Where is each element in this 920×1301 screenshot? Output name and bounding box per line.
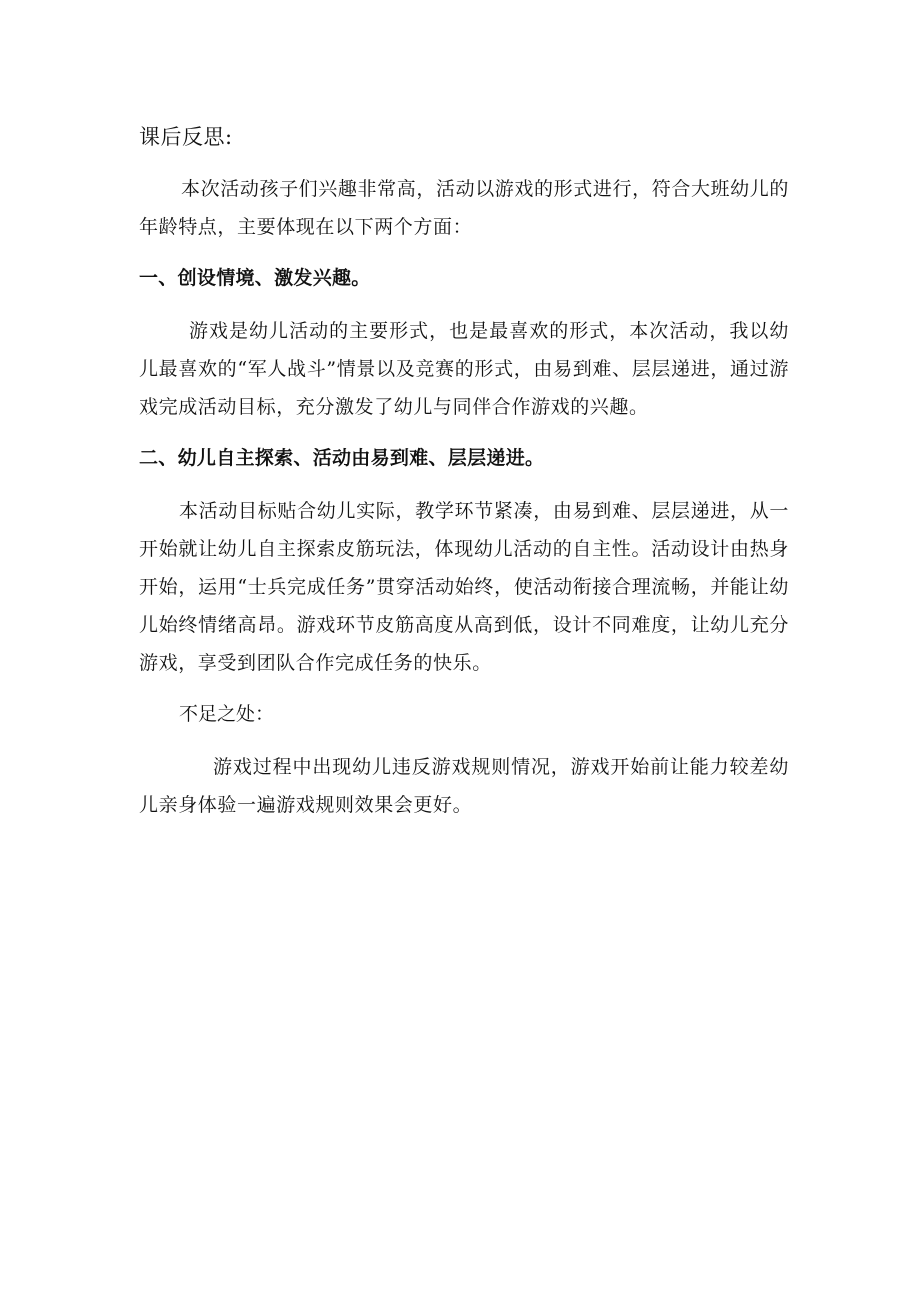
spacer — [139, 478, 789, 492]
spacer — [139, 246, 789, 258]
shortcomings-paragraph: 游戏过程中出现幼儿违反游戏规则情况，游戏开始前让能力较差幼儿亲身体验一遍游戏规则效果会更好。 — [139, 756, 789, 816]
spacer — [139, 158, 789, 170]
spacer — [139, 682, 789, 694]
spacer — [139, 734, 789, 748]
section-2-paragraph: 本活动目标贴合幼儿实际，教学环节紧凑，由易到难、层层递进，从一开始就让幼儿自主探索皮筋玩法，体现幼儿活动的自主性。活动设计由热身开始，运用“士兵完成任务”贯穿活动始终，使活动衔接合理流畅，并能让幼儿始终情绪高昂。游戏环节皮筋高度从高到低，设计不同难度，让幼儿充分游戏，享受到团队合作完成任务的快乐。 — [139, 500, 789, 674]
spacer — [139, 426, 789, 438]
shortcomings-heading: 不足之处： — [179, 703, 275, 725]
document-title: 课后反思: — [139, 125, 233, 149]
document-body — [139, 116, 789, 824]
section-1-paragraph: 游戏是幼儿活动的主要形式，也是最喜欢的形式，本次活动，我以幼儿最喜欢的“军人战斗”情景以及竞赛的形式，由易到难、层层递进，通过游戏完成活动目标，充分激发了幼儿与同伴合作游戏的兴趣。 — [139, 320, 789, 418]
section-2-heading: 二、幼儿自主探索、活动由易到难、层层递进。 — [139, 447, 545, 469]
section-1-heading: 一、创设情境、激发兴趣。 — [139, 267, 371, 289]
intro-paragraph: 本次活动孩子们兴趣非常高，活动以游戏的形式进行，符合大班幼儿的年龄特点，主要体现在以下两个方面： — [139, 178, 789, 238]
spacer — [139, 298, 789, 312]
